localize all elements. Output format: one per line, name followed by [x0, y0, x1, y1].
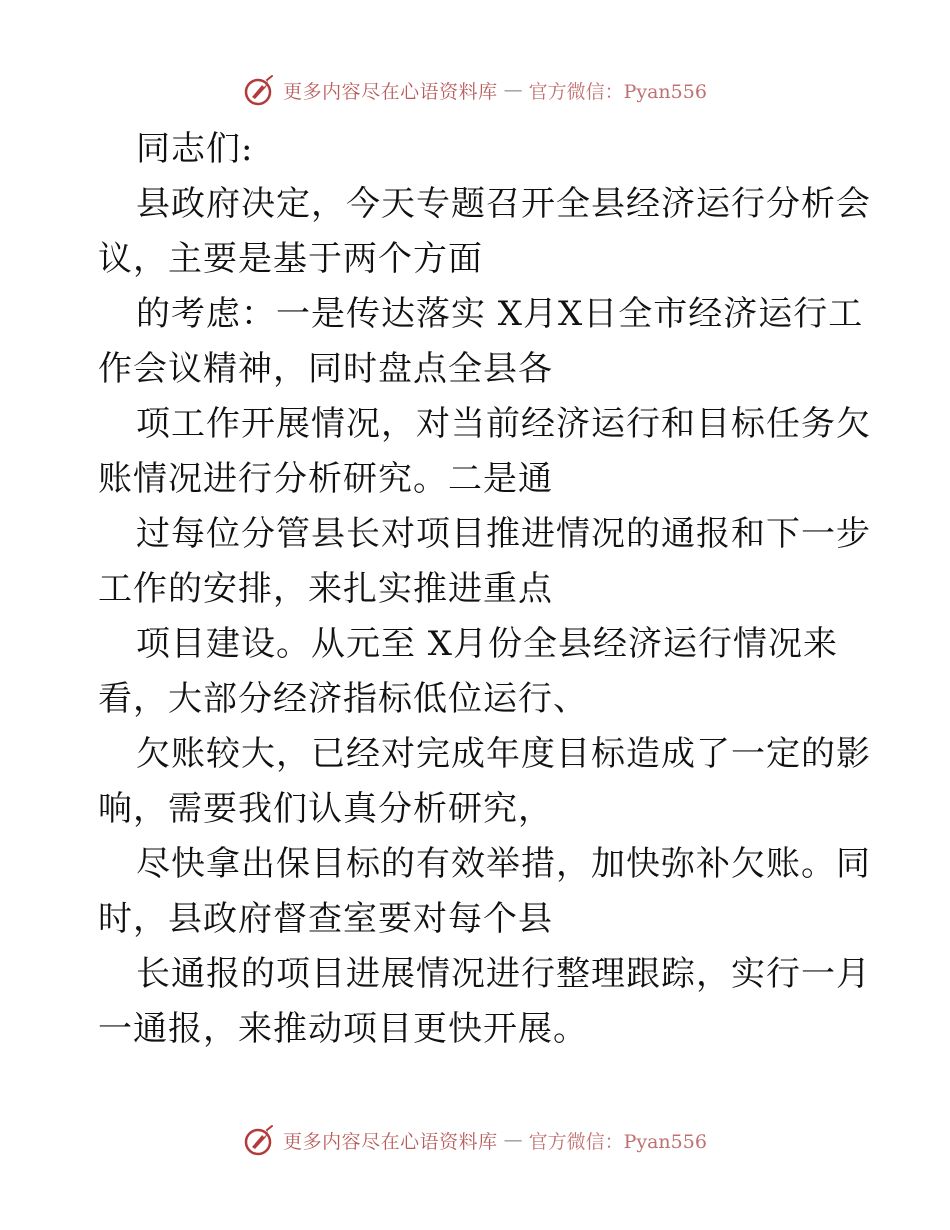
watermark-text: 更多内容尽在心语资料库	[283, 1130, 498, 1153]
text-line: 一通报，来推动项目更快开展。	[98, 1009, 588, 1049]
header-watermark	[0, 70, 950, 110]
pen-nib-icon	[243, 1123, 277, 1157]
text-line: 同志们:	[136, 129, 254, 169]
document-body	[98, 122, 871, 1057]
watermark-separator: —	[503, 79, 523, 101]
text-line: 项目建设。从元至 X月份全县经济运行情况来	[136, 624, 839, 664]
text-line: 的考虑：一是传达落实 X月X日全市经济运行工	[136, 294, 864, 334]
text-line: 议，主要是基于两个方面	[98, 239, 483, 279]
text-line: 时，县政府督查室要对每个县	[98, 899, 553, 939]
text-line: 长通报的项目进展情况进行整理跟踪，实行一月	[136, 954, 871, 994]
text-line: 欠账较大，已经对完成年度目标造成了一定的影	[136, 734, 871, 774]
text-line: 尽快拿出保目标的有效举措，加快弥补欠账。同	[136, 844, 871, 884]
watermark-contact: 官方微信：Pyan556	[528, 1130, 707, 1153]
footer-watermark	[0, 1120, 950, 1160]
text-line: 账情况进行分析研究。二是通	[98, 459, 553, 499]
text-line: 看，大部分经济指标低位运行、	[98, 679, 588, 719]
text-line: 项工作开展情况，对当前经济运行和目标任务欠	[136, 404, 871, 444]
text-line: 县政府决定，今天专题召开全县经济运行分析会	[136, 184, 871, 224]
watermark-contact: 官方微信：Pyan556	[528, 80, 707, 103]
text-line: 工作的安排，来扎实推进重点	[98, 569, 553, 609]
text-line: 响，需要我们认真分析研究，	[98, 789, 553, 829]
watermark-separator: —	[503, 1129, 523, 1151]
watermark-text: 更多内容尽在心语资料库	[283, 80, 498, 103]
text-line: 作会议精神，同时盘点全县各	[98, 349, 553, 389]
pen-nib-icon	[243, 73, 277, 107]
text-line: 过每位分管县长对项目推进情况的通报和下一步	[136, 514, 871, 554]
